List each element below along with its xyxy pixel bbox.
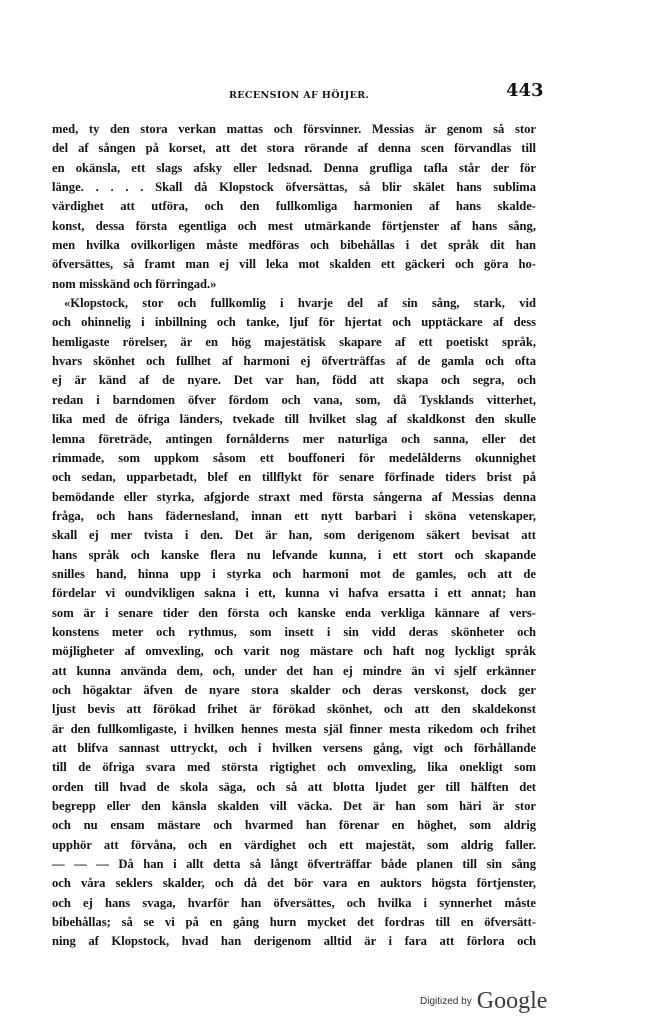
- text-line: att blifva sannast uttryckt, och i hvilken versens gång, vigt och förhållande: [52, 741, 536, 755]
- text-line: «Klopstock, stor och fullkomlig i hvarje del af sin sång, stark, vid: [64, 296, 536, 311]
- digitized-prefix: Digitized by: [420, 996, 472, 1007]
- text-line: redan i barndomen öfver fördom och vana, som, då Tysklands vitterhet,: [52, 392, 536, 407]
- body-text: [52, 120, 536, 952]
- text-line: hvars skönhet och fullhet af harmoni ej öfverträffas af de gamla och ofta: [52, 354, 536, 369]
- text-line: bibehållas; så se vi på en gång hurn mycket det fordras till en öfversätt-: [52, 915, 536, 930]
- text-line: värdighet att utföra, och den fullkomliga harmonien af hans skalde-: [52, 199, 536, 214]
- text-line: nom misskänd och förringad.»: [52, 276, 217, 291]
- text-line: och högaktar äfven de nyare stora skalder och deras verskonst, dock ger: [52, 682, 536, 697]
- google-logo: Google: [476, 988, 548, 1014]
- text-line: upphör att förvåna, och en värdighet och ett majestät, som aldrig faller.: [52, 837, 536, 852]
- text-line: lika med de öfriga länders, tvekade till hvilket slag af skaldkonst den skulle: [52, 412, 536, 427]
- text-line: en okänsla, ett slags afsky eller ledsnad. Denna grufliga tafla står der för: [52, 160, 536, 175]
- text-line: med, ty den stora verkan mattas och försvinner. Messias är genom så stor: [52, 122, 536, 136]
- text-line: orden till hvad de skola säga, och så att blotta ljudet ger till hälften det: [52, 779, 536, 794]
- text-line: till de öfriga svara med största rigtighet och omvexling, lika onekligt som: [52, 760, 536, 775]
- text-line: begrepp eller den känsla skalden vill väcka. Det är han som häri är stor: [52, 799, 536, 814]
- text-line: lemna företräde, antingen fornålderns mer naturliga och sanna, eller det: [52, 431, 536, 446]
- text-line: och ohinnelig i inbillning och tanke, ljuf för hjertat och upptäckare af dess: [52, 315, 536, 330]
- text-line: rimmade, som uppkom såsom ett bouffoneri för medelålderns okunnighet: [52, 450, 536, 465]
- text-line: och sedan, upparbetadt, blef en tillflykt för senare förfinade tiders brist på: [52, 470, 536, 485]
- text-line: — — — Då han i allt detta så långt öfverträffar både planen till sin sång: [52, 857, 536, 872]
- text-line: ning af Klopstock, hvad han derigenom alltid är i fara att förlora och: [52, 934, 536, 949]
- text-line: och ej hans svaga, hvarför han öfversättes, och hvilka i synnerhet måste: [52, 895, 536, 910]
- text-line: konstens meter och rythmus, som insett i sin vidd deras skönheter och: [52, 624, 536, 639]
- text-line: är den fullkomligaste, i hvilken hennes mesta själ finner mesta rikedom och frihet: [52, 721, 536, 736]
- text-line: hans språk och kanske flera nu lefvande kunna, i ett stort och skapande: [52, 547, 536, 562]
- running-head: RECENSION AF HÖIJER.: [229, 90, 370, 101]
- text-line: men hvilka ovilkorligen måste medföras och bibehållas i det språk dit han: [52, 238, 536, 253]
- text-line: öfversättes, så framt man ej vill leka mot skalden ett gäckeri och göra ho-: [52, 257, 536, 272]
- page-number: 443: [506, 80, 544, 101]
- text-line: del af sången på korset, att det stora rörande af denna scen förvandlas till: [52, 141, 536, 156]
- text-line: ej är känd af de nyare. Det var han, född att skapa och segra, och: [52, 373, 536, 388]
- text-line: och våra seklers skalder, och då det bör vara en auktors högsta förtjenster,: [52, 876, 536, 891]
- text-line: snilles hand, hinna upp i styrka och harmoni mot de gamles, och att de: [52, 566, 536, 581]
- digitized-by-watermark: [420, 988, 547, 1015]
- text-line: konst, dessa första egentliga och mest utmärkande förtjenster af hans sång,: [52, 218, 536, 233]
- text-line: skall ej mer tvista i den. Det är han, som derigenom säkert bevisat att: [52, 528, 536, 543]
- text-line: som är i senare tider den första och kanske enda verkliga kännare af vers-: [52, 605, 536, 620]
- text-line: bemödande eller styrka, afgjorde straxt med första sångerna af Messias denna: [52, 489, 536, 504]
- text-line: fördelar vi oundvikligen sakna i ett, kunna vi hafva ersatta i ett annat; han: [52, 586, 536, 601]
- text-line: att kunna använda dem, och, under det han ej mindre än vi sjelf erkänner: [52, 663, 536, 678]
- text-line: fråga, och hans fädernesland, innan ett nytt barbari i sköna vetenskaper,: [52, 508, 536, 523]
- text-line: hemligaste rörelser, är en hög majestätisk skapare af ett poetiskt språk,: [52, 334, 536, 349]
- text-line: ljust bevis att förökad frihet är förökad skönhet, och att den skaldekonst: [52, 702, 536, 717]
- text-line: möjligheter af omvexling, och varit nog mästare och haft nog lyckligt språk: [52, 644, 536, 659]
- text-line: och nu ensam mästare och hvarmed han förenar en höghet, som aldrig: [52, 818, 536, 833]
- text-line: länge. . . . . Skall då Klopstock öfversättas, så blir skälet hans sublima: [52, 180, 536, 195]
